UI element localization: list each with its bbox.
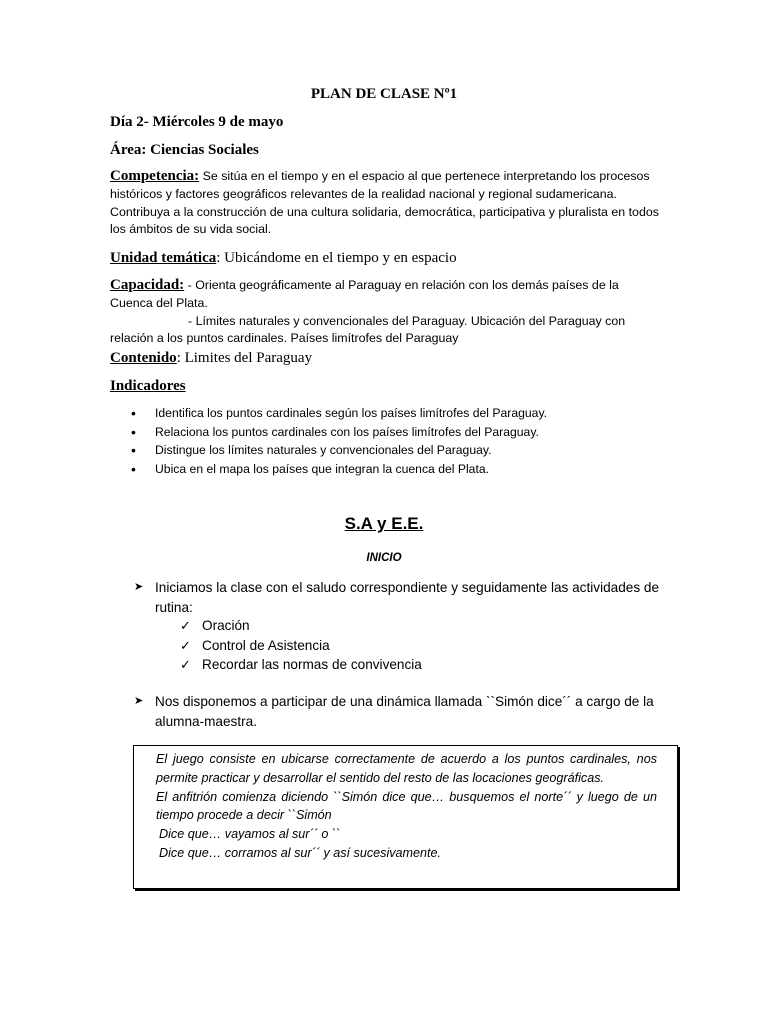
box-paragraph-4: Dice que… corramos al sur´´ y así sucesivamente. (159, 845, 442, 860)
list-item: • Identifica los puntos cardinales según los países limítrofes del Paraguay. (128, 404, 547, 423)
unidad-section (110, 250, 457, 267)
indicadores-heading: Indicadores (110, 378, 186, 394)
unidad-value: : Ubicándome en el tiempo y en espacio (216, 250, 457, 266)
list-item: • Distingue los límites naturales y convencionales del Paraguay. (128, 441, 547, 460)
list-item (180, 636, 422, 656)
arrow-bullet-icon: ➤ (134, 695, 144, 707)
contenido-section (110, 350, 312, 367)
list-item: • Relaciona los puntos cardinales con los países limítrofes del Paraguay. (128, 423, 547, 442)
arrow-bullet-icon: ➤ (134, 581, 144, 593)
competencia-text: Se sitúa en el tiempo y en el espacio al que pertenece interpretando los procesos históricos y factores geográficos relevantes de la realidad nacional y regional sudamericana. Contribuya a la construcción de una cultura solidaria, democrática, participativa y pluralista en todos los ámbitos de su vida social. (110, 169, 659, 237)
competencia-section (110, 168, 660, 239)
list-item (180, 616, 422, 636)
checkmark-icon: ✓ (180, 618, 191, 633)
capacidad-section (110, 277, 660, 348)
contenido-value: : Limites del Paraguay (176, 350, 313, 366)
box-paragraph-2: El anfitrión comienza diciendo ``Simón dice que… busquemos el norte´´ y luego de un tiempo procede a decir ``Simón (156, 789, 657, 823)
list-item (180, 655, 422, 675)
game-description-box (133, 745, 678, 889)
check-label: Recordar las normas de convivencia (202, 657, 422, 673)
capacidad-text-2: - Límites naturales y convencionales del Paraguay. Ubicación del Paraguay con relación a los puntos cardinales. Países limítrofes del Paraguay (110, 313, 626, 346)
area-heading: Área: Ciencias Sociales (110, 142, 259, 158)
indicadores-list (128, 404, 547, 478)
box-paragraph-3: Dice que… vayamos al sur´´ o `` (159, 827, 341, 842)
routine-checklist (180, 616, 422, 675)
competencia-label: Competencia: (110, 168, 200, 184)
unidad-label: Unidad temática (110, 250, 217, 266)
activity-text-2: Nos disponemos a participar de una dinámica llamada ``Simón dice´´ a cargo de la alumna-maestra. (155, 694, 654, 729)
checkmark-icon: ✓ (180, 637, 191, 653)
activity-text-1: Iniciamos la clase con el saludo correspondiente y seguidamente las actividades de rutina: (155, 580, 660, 615)
plan-title: PLAN DE CLASE Nº1 (310, 86, 458, 102)
sa-heading: S.A y E.E. (344, 514, 424, 533)
capacidad-label: Capacidad: (110, 277, 185, 293)
activity-item-1 (134, 578, 674, 617)
check-label: Control de Asistencia (202, 637, 330, 653)
capacidad-text-1: - Orienta geográficamente al Paraguay en relación con los demás países de la Cuenca del Plata. (110, 278, 619, 310)
capacidad-line-1 (110, 277, 660, 313)
activity-item-2 (134, 692, 674, 731)
inicio-subheading: INICIO (366, 552, 402, 564)
contenido-label: Contenido (110, 350, 177, 366)
checkmark-icon: ✓ (180, 657, 191, 673)
check-label: Oración (202, 618, 250, 633)
box-paragraph-1: El juego consiste en ubicarse correctamente de acuerdo a los puntos cardinales, nos permite practicar y desarrollar el sentido del resto de las locaciones geográficas. (156, 752, 657, 785)
list-item: • Ubica en el mapa los países que integran la cuenca del Plata. (128, 460, 547, 479)
day-heading: Día 2- Miércoles 9 de mayo (110, 114, 284, 130)
